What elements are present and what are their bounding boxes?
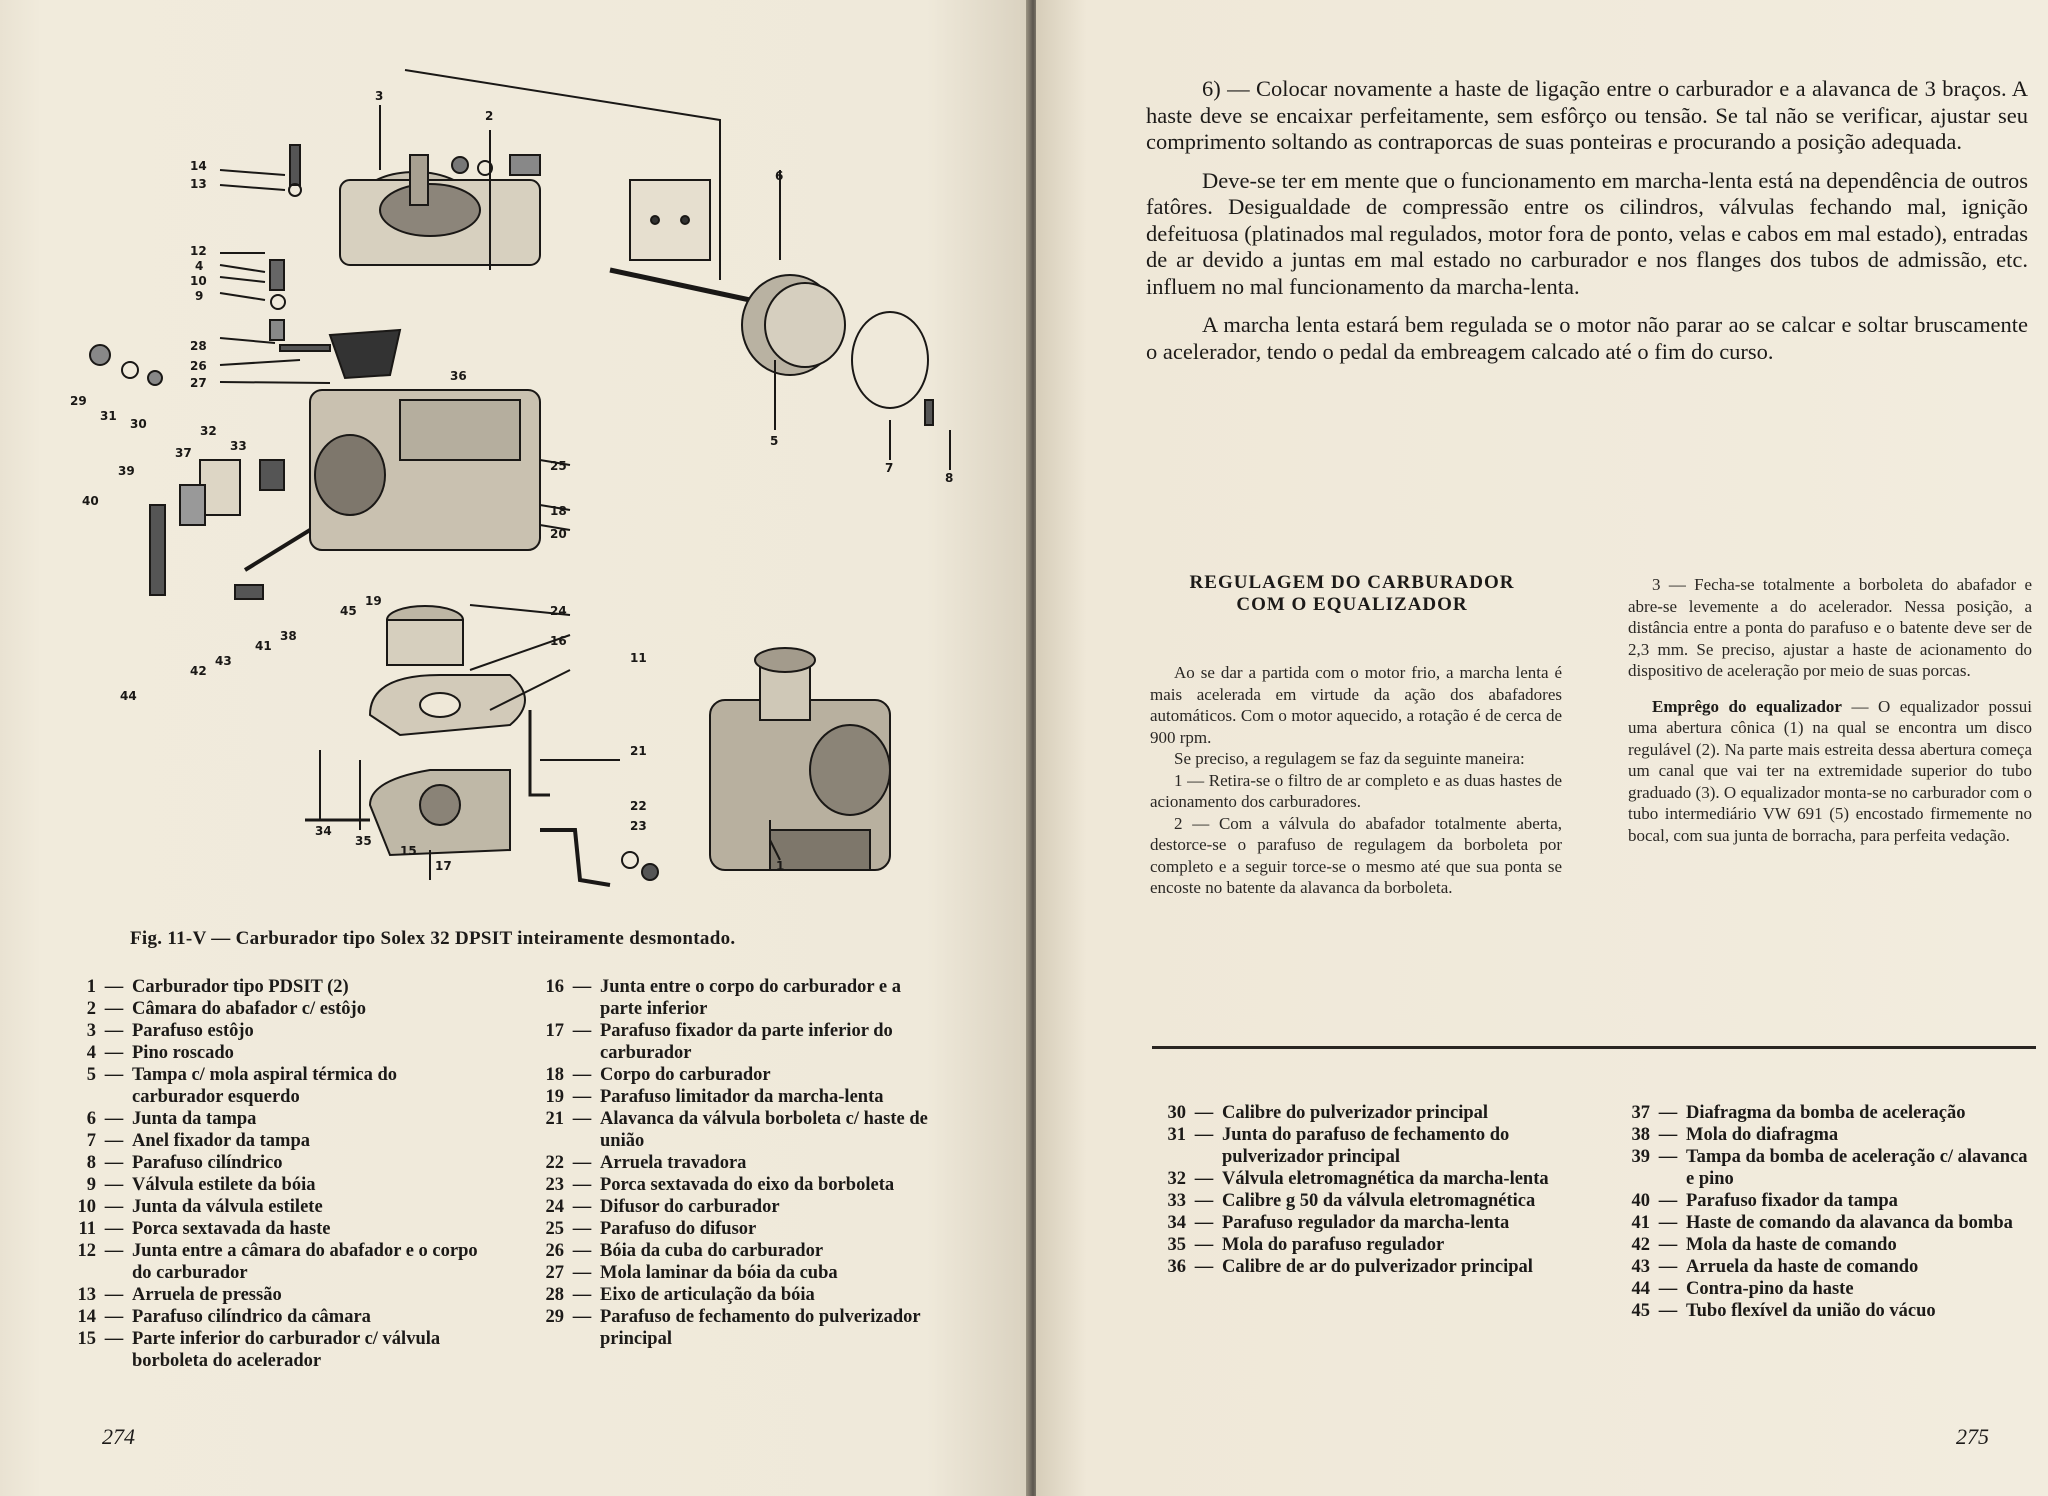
list-item: 19 — Parafuso limitador da marcha-lenta (545, 1087, 884, 1107)
list-item: 35 — Mola do parafuso regulador (1167, 1235, 1445, 1255)
list-item: 1 — Carburador tipo PDSIT (2) (86, 977, 349, 997)
diagram-label-37: 37 (175, 446, 192, 460)
exploded-carburetor-diagram (70, 60, 970, 890)
list-item: 12 — Junta entre a câmara do abafador e o corpo do carburador (77, 1241, 478, 1283)
list-item: 27 — Mola laminar da bóia da cuba (545, 1263, 838, 1283)
parts-list-right-col2 (1612, 1102, 2040, 1322)
list-item: 41 — Haste de comando da alavanca da bomba (1631, 1213, 2013, 1233)
list-item: 6 — Junta da tampa (86, 1109, 257, 1129)
list-item: 25 — Parafuso do difusor (545, 1219, 757, 1239)
diagram-label-1: 1 (776, 859, 785, 873)
list-item: 9 — Válvula estilete da bóia (86, 1175, 316, 1195)
diagram-label-19: 19 (365, 594, 382, 608)
diagram-label-7: 7 (885, 461, 894, 475)
list-item: 45 — Tubo flexível da união do vácuo (1631, 1301, 1936, 1321)
paragraph: Ao se dar a partida com o motor frio, a marcha lenta é mais acelerada em virtude da ação dos abafadores automáticos. Com o motor aquecido, a rotação é de cerca de 900 rpm. (1150, 663, 1562, 747)
diagram-label-38: 38 (280, 629, 297, 643)
list-item: 24 — Difusor do carburador (545, 1197, 780, 1217)
list-item: 36 — Calibre de ar do pulverizador principal (1167, 1257, 1533, 1277)
diagram-label-13: 13 (190, 177, 207, 191)
diagram-label-22: 22 (630, 799, 647, 813)
list-item: 26 — Bóia da cuba do carburador (545, 1241, 824, 1261)
list-item: 16 — Junta entre o corpo do carburador e a parte inferior (545, 977, 901, 1019)
diagram-label-11: 11 (630, 651, 647, 665)
diagram-label-24: 24 (550, 604, 567, 618)
list-item: 32 — Válvula eletromagnética da marcha-lenta (1167, 1169, 1549, 1189)
diagram-label-32: 32 (200, 424, 217, 438)
diagram-label-20: 20 (550, 527, 567, 541)
right-top-text (1146, 76, 2028, 377)
paragraph: Emprêgo do equalizador — O equalizador possui uma abertura cônica (1) na qual se encontra um disco regulável (2). Na parte mais estreita dessa abertura começa um canal que vai ter na extremidade superior do tubo graduado (3). O equalizador monta-se no carburador com o tubo intermediário VW 691 (5) encostado firmemente no bocal, com sua junta de borracha, para perfeita vedação. (1628, 696, 2032, 845)
diagram-label-5: 5 (770, 434, 779, 448)
diagram-label-4: 4 (195, 259, 204, 273)
paragraph-heading: Emprêgo do equalizador (1652, 696, 1842, 716)
diagram-label-9: 9 (195, 289, 204, 303)
list-item: 21 — Alavanca da válvula borboleta c/ haste de união (545, 1109, 928, 1151)
diagram-label-16: 16 (550, 634, 567, 648)
paragraph: 2 — Com a válvula do abafador totalmente aberta, destorce-se o parafuso de regulagem da borboleta por completo e a seguir torce-se o mesmo até que sua ponta se encoste no batente da alavanca da borboleta. (1150, 813, 1562, 897)
diagram-label-23: 23 (630, 819, 647, 833)
diagram-label-44: 44 (120, 689, 137, 703)
diagram-label-25: 25 (550, 459, 567, 473)
parts-list-left-col1 (58, 976, 478, 1372)
text-column-2 (1628, 574, 2032, 846)
list-item: 22 — Arruela travadora (545, 1153, 747, 1173)
list-item: 2 — Câmara do abafador c/ estôjo (86, 999, 366, 1019)
diagram-label-41: 41 (255, 639, 272, 653)
diagram-label-3: 3 (375, 89, 384, 103)
diagram-label-28: 28 (190, 339, 207, 353)
diagram-label-39: 39 (118, 464, 135, 478)
diagram-label-30: 30 (130, 417, 147, 431)
list-item: 40 — Parafuso fixador da tampa (1631, 1191, 1898, 1211)
diagram-label-34: 34 (315, 824, 332, 838)
paragraph: Se preciso, a regulagem se faz da seguinte maneira: (1174, 749, 1525, 768)
diagram-label-36: 36 (450, 369, 467, 383)
list-item: 28 — Eixo de articulação da bóia (545, 1285, 815, 1305)
list-item: 13 — Arruela de pressão (77, 1285, 282, 1305)
figure-caption: Fig. 11-V — Carburador tipo Solex 32 DPSIT inteiramente desmontado. (130, 928, 736, 949)
parts-list-right-col1 (1148, 1102, 1566, 1278)
diagram-label-35: 35 (355, 834, 372, 848)
diagram-label-2: 2 (485, 109, 494, 123)
diagram-label-12: 12 (190, 244, 207, 258)
list-item: 17 — Parafuso fixador da parte inferior do carburador (545, 1021, 893, 1063)
list-item: 43 — Arruela da haste de comando (1631, 1257, 1919, 1277)
list-item: 44 — Contra-pino da haste (1631, 1279, 1854, 1299)
diagram-label-45: 45 (340, 604, 357, 618)
list-item: 37 — Diafragma da bomba de aceleração (1631, 1103, 1966, 1123)
parts-list-left-col2 (526, 976, 946, 1350)
diagram-label-33: 33 (230, 439, 247, 453)
paragraph: 1 — Retira-se o filtro de ar completo e as duas hastes de acionamento dos carburadores. (1150, 770, 1562, 811)
list-item: 15 — Parte inferior do carburador c/ válvula borboleta do acelerador (77, 1329, 441, 1371)
diagram-label-31: 31 (100, 409, 117, 423)
diagram-label-43: 43 (215, 654, 232, 668)
list-item: 42 — Mola da haste de comando (1631, 1235, 1897, 1255)
diagram-label-6: 6 (775, 169, 784, 183)
list-item: 8 — Parafuso cilíndrico (86, 1153, 283, 1173)
page-number-right: 275 (1956, 1424, 1989, 1449)
diagram-label-15: 15 (400, 844, 417, 858)
list-item: 38 — Mola do diafragma (1631, 1125, 1839, 1145)
list-item: 29 — Parafuso de fechamento do pulverizador principal (545, 1307, 921, 1349)
list-item: 30 — Calibre do pulverizador principal (1167, 1103, 1489, 1123)
list-item: 11 — Porca sextavada da haste (78, 1219, 331, 1239)
list-item: 10 — Junta da válvula estilete (77, 1197, 323, 1217)
paragraph: Deve-se ter em mente que o funcionamento em marcha-lenta está na dependência de outros fatôres. Desigualdade de compressão entre os cilindros, válvulas fechando mal, ignição defeituosa (platinados mal regulados, motor fora de ponto, velas e cabos em mal estado), entradas de ar devido a juntas em mal estado no carburador e nos flanges dos tubos de admissão, etc. influem no mal funcionamento da marcha-lenta. (1146, 167, 2028, 299)
page-number-left: 274 (102, 1424, 135, 1449)
carburetor-illustration (70, 60, 970, 890)
paragraph: 3 — Fecha-se totalmente a borboleta do abafador e abre-se levemente a do acelerador. Nessa posição, a distância entre a ponta do parafuso e o batente deve ser de 2,3 mm. Se preciso, ajustar a haste de acionamento do dispositivo de aceleração por meio de suas porcas. (1628, 575, 2032, 680)
diagram-label-26: 26 (190, 359, 207, 373)
paragraph: A marcha lenta estará bem regulada se o motor não parar ao se calcar e soltar bruscamente o acelerador, tendo o pedal da embreagem calcado até o fim do curso. (1146, 312, 2028, 364)
list-item: 31 — Junta do parafuso de fechamento do pulverizador principal (1167, 1125, 1510, 1167)
paragraph: 6) — Colocar novamente a haste de ligação entre o carburador e a alavanca de 3 braços. A haste deve se encaixar perfeitamente, sem esfôrço ou tensão. Se tal não se verificar, ajustar seu comprimento soltando as contraporcas de suas ponteiras e procurando a posição adequada. (1146, 76, 2028, 154)
list-item: 14 — Parafuso cilíndrico da câmara (77, 1307, 371, 1327)
list-item: 18 — Corpo do carburador (545, 1065, 771, 1085)
diagram-label-27: 27 (190, 376, 207, 390)
list-item: 4 — Pino roscado (86, 1043, 234, 1063)
horizontal-rule (1152, 1046, 2036, 1049)
list-item: 23 — Porca sextavada do eixo da borboleta (545, 1175, 895, 1195)
diagram-label-29: 29 (70, 394, 87, 408)
list-item: 33 — Calibre g 50 da válvula eletromagnética (1167, 1191, 1536, 1211)
diagram-label-40: 40 (82, 494, 99, 508)
diagram-label-42: 42 (190, 664, 207, 678)
diagram-label-8: 8 (945, 471, 954, 485)
diagram-label-14: 14 (190, 159, 207, 173)
list-item: 3 — Parafuso estôjo (86, 1021, 254, 1041)
diagram-label-21: 21 (630, 744, 647, 758)
list-item: 39 — Tampa da bomba de aceleração c/ alavanca e pino (1631, 1147, 2028, 1189)
list-item: 34 — Parafuso regulador da marcha-lenta (1167, 1213, 1510, 1233)
list-item: 5 — Tampa c/ mola aspiral térmica do carburador esquerdo (86, 1065, 397, 1107)
section-title: REGULAGEM DO CARBURADOR COM O EQUALIZADOR (1189, 572, 1515, 615)
diagram-label-18: 18 (550, 504, 567, 518)
text-column-1 (1150, 662, 1562, 899)
list-item: 7 — Anel fixador da tampa (86, 1131, 310, 1151)
diagram-label-17: 17 (435, 859, 452, 873)
diagram-label-10: 10 (190, 274, 207, 288)
